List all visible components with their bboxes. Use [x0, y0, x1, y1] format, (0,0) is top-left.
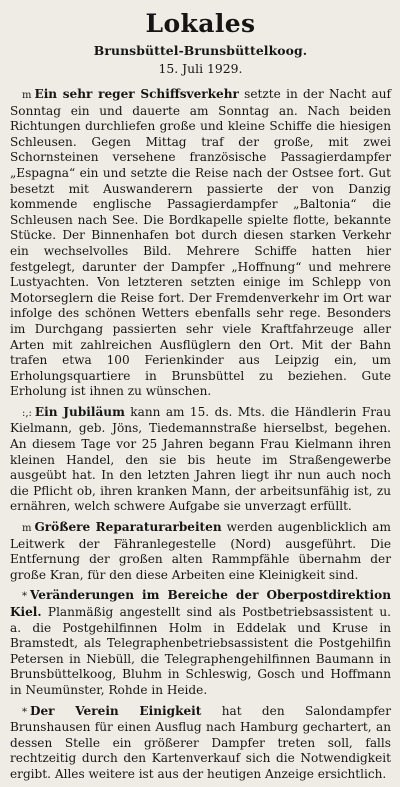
article-lead: Ein Jubiläum: [34, 404, 125, 419]
article-lead: Ein sehr reger Schiffsverkehr: [34, 87, 239, 101]
article-schiffsverkehr: [10, 87, 391, 400]
article-marker: *: [22, 591, 27, 603]
article-body: Planmäßig angestellt sind als Postbetriebsassistent u. a. die Postgehilfinnen Holm in Eddelak und Kruse in Bramstedt, als Telegraphenbetriebsassistent die Postgehilfin Petersen in Niebüll, die Telegraphengehilfinnen Baumann in Brunsbüttelkoog, Bluhm in Schleswig, Gosch und Hoffmann in Neumünster, Rohde in Heide.: [10, 605, 391, 697]
article-column: [10, 87, 391, 783]
article-jubilaeum: [10, 405, 391, 515]
article-verein-einigkeit: [10, 704, 391, 783]
article-body: kann am 15. ds. Mts. die Händlerin Frau Kielmann, geb. Jöns, Tiedemannstraße hierselbst, begehen. An diesem Tage vor 25 Jahren begann Frau Kielmann ihren kleinen Handel, den sie bis heute im Straßengewerbe ausgeübt hat. In den letzten Jahren liegt ihr nun auch noch die Pflicht ob, ihren kranken Mann, der arbeitsunfähig ist, zu ernähren, welch schwere Aufgabe sie unverzagt erfüllt.: [10, 404, 391, 514]
article-marker: *: [22, 706, 27, 718]
article-lead: Der Verein Einigkeit: [30, 703, 202, 718]
article-marker: :,:: [22, 407, 32, 419]
article-marker: m: [22, 90, 32, 101]
article-body: werden augenblicklich am Leitwerk der Fähranlegestelle (Nord) ausgeführt. Die Entfernung der großen alten Rammpfähle übernahm der große Kran, für den diese Arbeiten eine Kleinigkeit sind.: [10, 520, 391, 582]
article-lead: Veränderungen im Bereiche der Oberpostdirektion Kiel.: [10, 588, 391, 619]
article-body: hat den Salondampfer Brunshausen für einen Ausflug nach Hamburg gechartert, an dessen Stelle ein größerer Dampfer treten soll, falls rechtzeitig durch den Kartenverkauf sich die Notwendigkeit ergibt. Alles weitere ist aus der heutigen Anzeige ersichtlich.: [10, 703, 391, 781]
article-oberpostdirektion: [10, 588, 391, 698]
section-title: Lokales: [145, 9, 256, 38]
article-lead: Größere Reparaturarbeiten: [34, 520, 222, 535]
place-heading: Brunsbüttel-Brunsbüttelkoog.: [93, 43, 308, 58]
date-heading: 15. Juli 1929.: [158, 61, 243, 76]
article-marker: m: [22, 523, 32, 535]
article-reparaturarbeiten: [10, 520, 391, 583]
article-body: setzte in der Nacht auf Sonntag ein und dauerte am Sonntag an. Nach beiden Richtungen durchliefen große und kleine Schiffe die hiesigen Schleusen. Gegen Mittag traf der große, mit zwei Schornsteinen versehene französische Passagierdampfer „Espagna“ ein und setzte die Reise nach der Ostsee fort. Gut besetzt mit Auswanderern passierte der von Danzig kommende englische Passagierdampfer „Baltonia“ die Schleusen nach See. Die Bordkapelle spielte flotte, bekannte Stücke. Der Binnenhafen bot durch diesen starken Verkehr ein wechselvolles Bild. Mehrere Schiffe hatten hier festgelegt, darunter der Dampfer „Hoffnung“ und mehrere Lustyachten. Von letzteren setzten einige im Schlepp von Motorseglern die Reise fort. Der Fremdenverkehr im Ort war infolge des schönen Wetters ebenfalls sehr rege. Besonders im Durchgang passierten sehr viele Kraftfahrzeuge aller Arten mit zahlreichen Ausflüglern den Ort. Mit der Bahn trafen etwa 100 Ferienkinder aus Leipzig ein, um Erholungsquartiere in Brunsbüttel zu beziehen. Gute Erholung ist ihnen zu wünschen.: [10, 87, 392, 399]
